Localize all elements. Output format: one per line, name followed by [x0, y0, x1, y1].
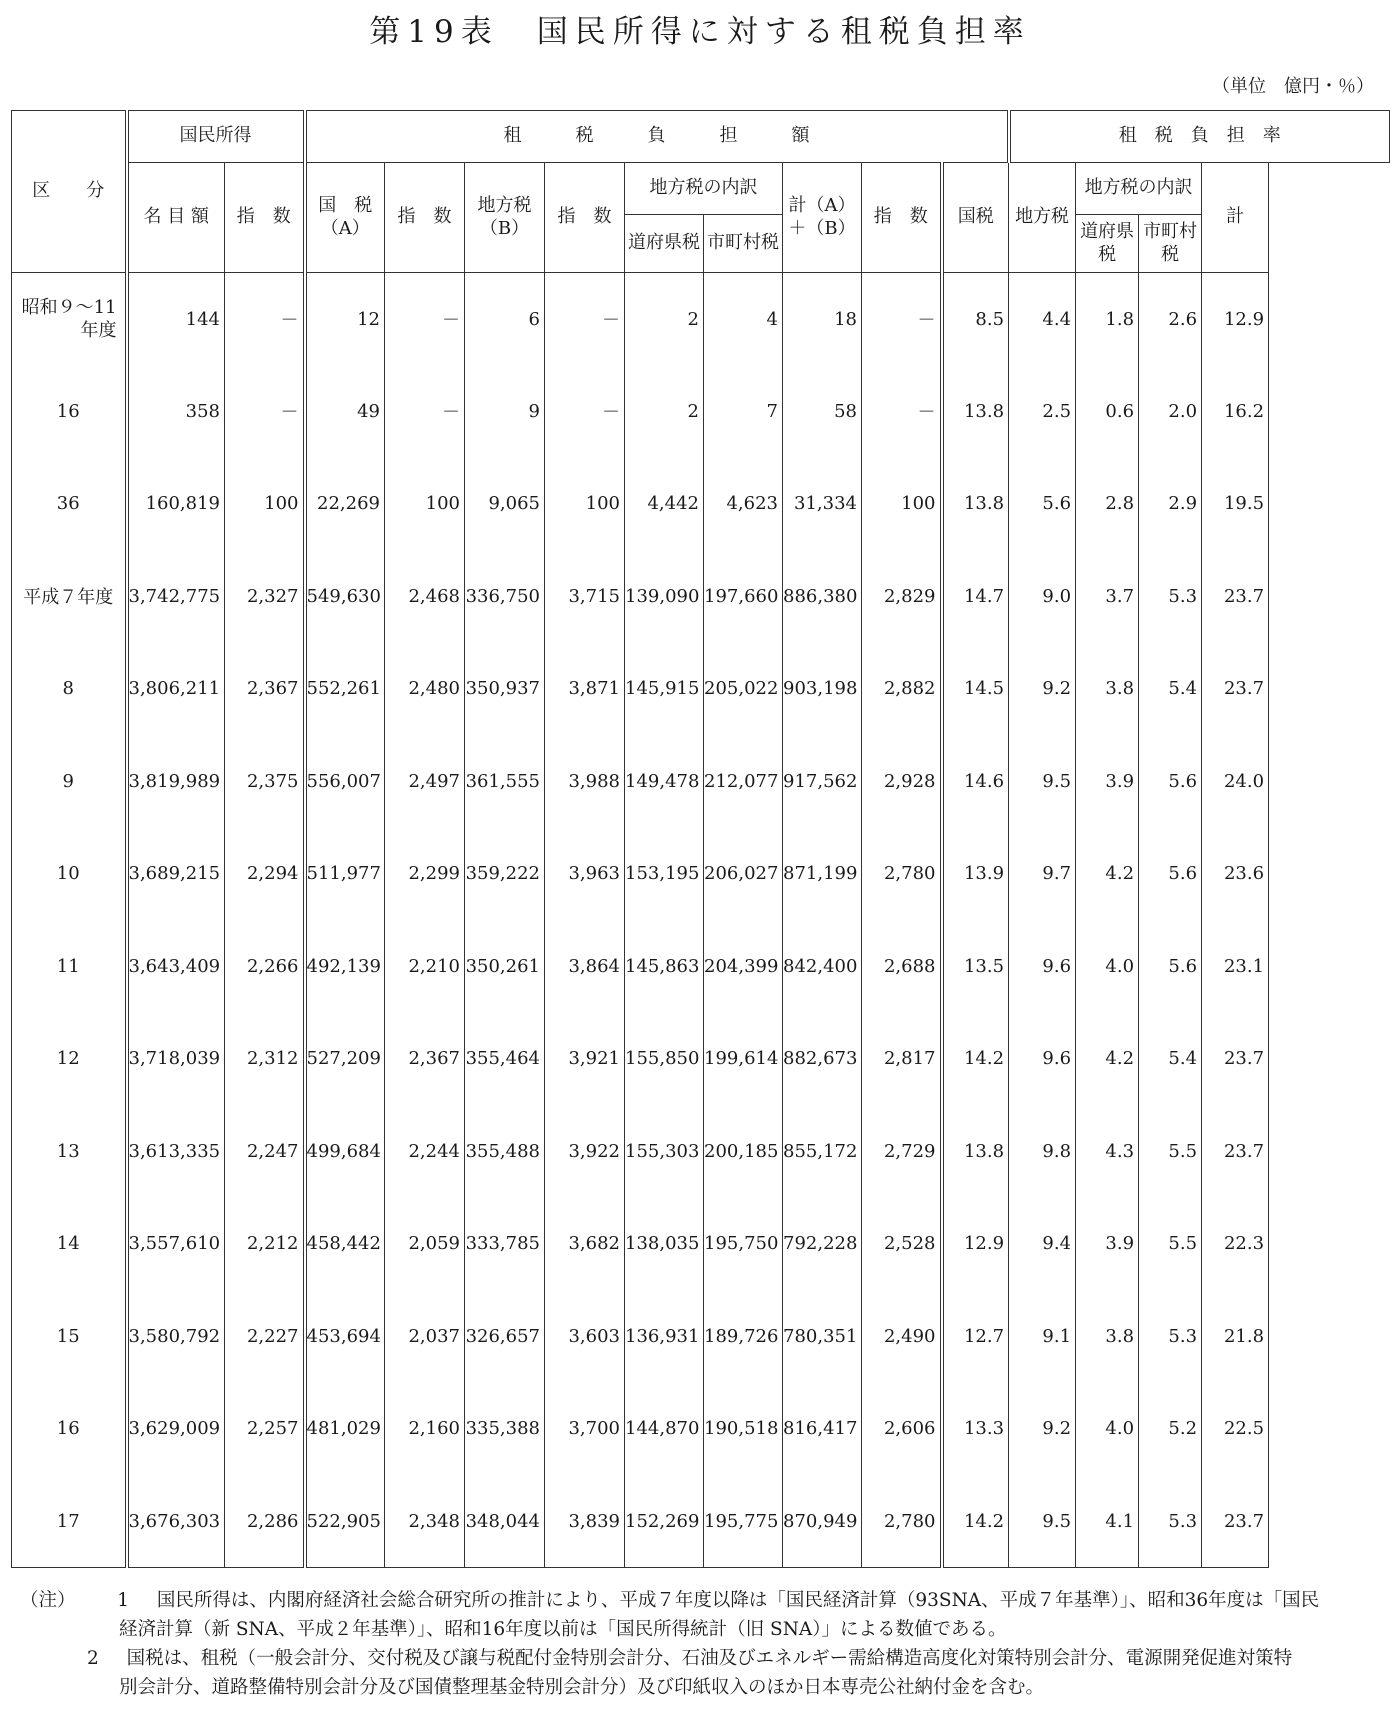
cell-total-tax: 903,198	[783, 643, 862, 736]
cell-national-tax-index: 100	[385, 458, 465, 551]
cell-rate-national: 14.2	[942, 1475, 1009, 1568]
cell-total-tax-index: 2,829	[862, 550, 942, 643]
cell-rate-local: 9.6	[1009, 920, 1076, 1013]
row-label: 12	[12, 1013, 127, 1106]
cell-local-tax: 355,464	[465, 1013, 545, 1106]
row-label: 13	[12, 1105, 127, 1198]
unit-label: （単位 億円・％）	[1212, 76, 1374, 97]
cell-national-tax: 22,269	[305, 458, 385, 551]
cell-rate-prefectural: 4.2	[1076, 828, 1139, 921]
cell-municipal-tax: 7	[704, 365, 783, 458]
cell-total-tax-index: 2,817	[862, 1013, 942, 1106]
cell-rate-prefectural: 2.8	[1076, 458, 1139, 551]
cell-municipal-tax: 4	[704, 273, 783, 366]
note-2-text-1: 国税は、租税（一般会計分、交付税及び譲与税配付金特別会計分、石油及びエネルギー需給構造高度化対策特別会計分、電源開発促進対策特	[126, 1648, 1293, 1669]
note-1-text-2: 経済計算（新 SNA、平成２年基準）」、昭和16年度以前は「国民所得統計（旧 SNA）」による数値である。	[119, 1619, 1007, 1640]
table-row	[12, 550, 1390, 643]
row-label: 8	[12, 643, 127, 736]
cell-rate-total: 12.9	[1202, 273, 1269, 366]
cell-prefectural-tax: 2	[625, 273, 704, 366]
cell-total-tax-index: 2,928	[862, 735, 942, 828]
table-row	[12, 735, 1390, 828]
cell-total-tax-index: 2,780	[862, 828, 942, 921]
cell-rate-total: 22.3	[1202, 1198, 1269, 1291]
cell-nominal: 3,718,039	[127, 1013, 225, 1106]
cell-rate-total: 19.5	[1202, 458, 1269, 551]
cell-rate-prefectural: 3.8	[1076, 1290, 1139, 1383]
cell-local-tax-index: 3,682	[545, 1198, 625, 1291]
cell-total-tax-index: 2,729	[862, 1105, 942, 1198]
cell-rate-prefectural: 3.9	[1076, 735, 1139, 828]
cell-total-tax-index: －	[862, 273, 942, 366]
row-label: 16	[12, 1383, 127, 1476]
header-sozei-futan-gaku: 租 税 負 担 額	[305, 111, 1009, 163]
cell-rate-prefectural: 1.8	[1076, 273, 1139, 366]
cell-national-tax-index: －	[385, 273, 465, 366]
row-label: 平成７年度	[12, 550, 127, 643]
cell-prefectural-tax: 155,850	[625, 1013, 704, 1106]
cell-local-tax-index: 100	[545, 458, 625, 551]
cell-national-tax: 522,905	[305, 1475, 385, 1568]
cell-total-tax: 855,172	[783, 1105, 862, 1198]
cell-national-tax: 492,139	[305, 920, 385, 1013]
cell-prefectural-tax: 2	[625, 365, 704, 458]
header-shichoson: 市町村税	[1139, 215, 1202, 273]
header-kokuzei-a: 国 税（A）	[305, 163, 385, 273]
cell-national-tax: 453,694	[305, 1290, 385, 1383]
cell-local-tax: 359,222	[465, 828, 545, 921]
header-shisu: 指 数	[862, 163, 942, 273]
row-label: 11	[12, 920, 127, 1013]
cell-national-tax: 499,684	[305, 1105, 385, 1198]
cell-rate-national: 13.9	[942, 828, 1009, 921]
row-label: 36	[12, 458, 127, 551]
header-shisu: 指 数	[225, 163, 305, 273]
cell-municipal-tax: 212,077	[704, 735, 783, 828]
table-row	[12, 828, 1390, 921]
table-row	[12, 273, 1390, 366]
header-kei-ab: 計（A）＋（B）	[783, 163, 862, 273]
cell-local-tax-index: 3,603	[545, 1290, 625, 1383]
cell-nominal: 3,643,409	[127, 920, 225, 1013]
cell-total-tax-index: －	[862, 365, 942, 458]
cell-nominal: 3,819,989	[127, 735, 225, 828]
cell-national-tax-index: 2,468	[385, 550, 465, 643]
cell-local-tax: 336,750	[465, 550, 545, 643]
cell-nominal-index: 2,266	[225, 920, 305, 1013]
note-1-line-2	[20, 1615, 1390, 1644]
cell-rate-national: 14.2	[942, 1013, 1009, 1106]
cell-rate-municipal: 5.2	[1139, 1383, 1202, 1476]
cell-nominal: 3,629,009	[127, 1383, 225, 1476]
cell-rate-prefectural: 3.7	[1076, 550, 1139, 643]
cell-nominal-index: 2,257	[225, 1383, 305, 1476]
cell-municipal-tax: 206,027	[704, 828, 783, 921]
header-sozei-futan-ritsu: 租 税 負 担 率	[1009, 111, 1390, 163]
cell-nominal: 3,580,792	[127, 1290, 225, 1383]
cell-rate-total: 23.7	[1202, 643, 1269, 736]
table-row	[12, 365, 1390, 458]
cell-total-tax: 18	[783, 273, 862, 366]
cell-national-tax: 511,977	[305, 828, 385, 921]
header-kubun: 区 分	[12, 111, 127, 273]
cell-rate-national: 12.9	[942, 1198, 1009, 1291]
table-row	[12, 920, 1390, 1013]
row-label: 10	[12, 828, 127, 921]
cell-national-tax-index: 2,037	[385, 1290, 465, 1383]
table-body	[12, 273, 1390, 1568]
cell-municipal-tax: 199,614	[704, 1013, 783, 1106]
cell-national-tax-index: 2,244	[385, 1105, 465, 1198]
cell-rate-local: 9.4	[1009, 1198, 1076, 1291]
cell-total-tax: 792,228	[783, 1198, 862, 1291]
note-1-text-1: 国民所得は、内閣府経済社会総合研究所の推計により、平成７年度以降は「国民経済計算（93SNA、平成７年基準）」、昭和36年度は「国民	[156, 1590, 1320, 1611]
cell-rate-municipal: 5.6	[1139, 735, 1202, 828]
cell-total-tax: 917,562	[783, 735, 862, 828]
header-dofuken: 道府県税	[1076, 215, 1139, 273]
header-dofuken: 道府県税	[625, 215, 704, 273]
cell-prefectural-tax: 139,090	[625, 550, 704, 643]
cell-national-tax: 552,261	[305, 643, 385, 736]
note-2-line-1	[20, 1644, 1390, 1673]
row-label: 16	[12, 365, 127, 458]
cell-total-tax: 780,351	[783, 1290, 862, 1383]
cell-rate-municipal: 5.5	[1139, 1105, 1202, 1198]
cell-rate-prefectural: 3.8	[1076, 643, 1139, 736]
cell-local-tax: 361,555	[465, 735, 545, 828]
cell-rate-municipal: 5.3	[1139, 1475, 1202, 1568]
cell-nominal: 3,557,610	[127, 1198, 225, 1291]
cell-rate-municipal: 5.4	[1139, 643, 1202, 736]
cell-prefectural-tax: 152,269	[625, 1475, 704, 1568]
page-title: 第19表 国民所得に対する租税負担率	[369, 14, 1031, 50]
cell-prefectural-tax: 144,870	[625, 1383, 704, 1476]
cell-national-tax: 556,007	[305, 735, 385, 828]
cell-rate-prefectural: 0.6	[1076, 365, 1139, 458]
cell-rate-total: 23.1	[1202, 920, 1269, 1013]
cell-rate-total: 16.2	[1202, 365, 1269, 458]
cell-national-tax: 549,630	[305, 550, 385, 643]
header-kei: 計	[1202, 163, 1269, 273]
cell-total-tax-index: 100	[862, 458, 942, 551]
cell-total-tax-index: 2,528	[862, 1198, 942, 1291]
cell-rate-prefectural: 3.9	[1076, 1198, 1139, 1291]
header-chihozei-uchiwake: 地方税の内訳	[625, 163, 783, 215]
cell-rate-national: 13.5	[942, 920, 1009, 1013]
cell-local-tax-index: 3,715	[545, 550, 625, 643]
cell-municipal-tax: 205,022	[704, 643, 783, 736]
table-row	[12, 1383, 1390, 1476]
cell-rate-local: 9.2	[1009, 643, 1076, 736]
table-row	[12, 1290, 1390, 1383]
header-chihozei: 地方税	[1009, 163, 1076, 273]
table-row	[12, 458, 1390, 551]
cell-rate-municipal: 5.4	[1139, 1013, 1202, 1106]
cell-local-tax-index: 3,963	[545, 828, 625, 921]
cell-nominal: 358	[127, 365, 225, 458]
cell-prefectural-tax: 155,303	[625, 1105, 704, 1198]
cell-national-tax: 12	[305, 273, 385, 366]
cell-local-tax: 326,657	[465, 1290, 545, 1383]
cell-local-tax-index: 3,921	[545, 1013, 625, 1106]
cell-rate-local: 9.5	[1009, 735, 1076, 828]
cell-rate-national: 13.3	[942, 1383, 1009, 1476]
cell-nominal: 160,819	[127, 458, 225, 551]
header-meimokugaku: 名 目 額	[127, 163, 225, 273]
note-2-number: 2	[87, 1648, 99, 1669]
cell-rate-total: 23.7	[1202, 1013, 1269, 1106]
cell-local-tax: 355,488	[465, 1105, 545, 1198]
cell-local-tax: 9,065	[465, 458, 545, 551]
cell-municipal-tax: 195,775	[704, 1475, 783, 1568]
note-2-text-2: 別会計分、道路整備特別会計分及び国債整理基金特別会計分）及び印紙収入のほか日本専売公社納付金を含む。	[119, 1677, 1045, 1698]
cell-nominal: 3,613,335	[127, 1105, 225, 1198]
cell-prefectural-tax: 153,195	[625, 828, 704, 921]
cell-rate-prefectural: 4.3	[1076, 1105, 1139, 1198]
cell-national-tax: 527,209	[305, 1013, 385, 1106]
cell-rate-prefectural: 4.0	[1076, 920, 1139, 1013]
cell-prefectural-tax: 4,442	[625, 458, 704, 551]
cell-nominal-index: 2,294	[225, 828, 305, 921]
cell-rate-local: 4.4	[1009, 273, 1076, 366]
cell-total-tax: 882,673	[783, 1013, 862, 1106]
cell-local-tax-index: 3,700	[545, 1383, 625, 1476]
cell-national-tax-index: －	[385, 365, 465, 458]
cell-rate-municipal: 2.0	[1139, 365, 1202, 458]
cell-rate-total: 23.7	[1202, 1105, 1269, 1198]
cell-national-tax-index: 2,299	[385, 828, 465, 921]
cell-nominal-index: 100	[225, 458, 305, 551]
cell-total-tax-index: 2,688	[862, 920, 942, 1013]
cell-rate-local: 9.8	[1009, 1105, 1076, 1198]
cell-municipal-tax: 200,185	[704, 1105, 783, 1198]
cell-national-tax-index: 2,480	[385, 643, 465, 736]
cell-national-tax-index: 2,367	[385, 1013, 465, 1106]
cell-rate-municipal: 5.3	[1139, 1290, 1202, 1383]
row-label: 17	[12, 1475, 127, 1568]
note-1-number: 1	[117, 1590, 130, 1611]
notes	[20, 1586, 1390, 1702]
cell-rate-national: 13.8	[942, 1105, 1009, 1198]
cell-rate-municipal: 5.5	[1139, 1198, 1202, 1291]
cell-rate-national: 14.7	[942, 550, 1009, 643]
cell-prefectural-tax: 149,478	[625, 735, 704, 828]
cell-rate-municipal: 5.6	[1139, 828, 1202, 921]
cell-nominal-index: 2,227	[225, 1290, 305, 1383]
cell-total-tax: 871,199	[783, 828, 862, 921]
cell-local-tax: 335,388	[465, 1383, 545, 1476]
header-kokuzei: 国税	[942, 163, 1009, 273]
cell-local-tax: 333,785	[465, 1198, 545, 1291]
cell-total-tax: 842,400	[783, 920, 862, 1013]
row-label: 昭和９～11年度	[12, 273, 127, 366]
table-row	[12, 1198, 1390, 1291]
cell-nominal: 144	[127, 273, 225, 366]
cell-prefectural-tax: 145,863	[625, 920, 704, 1013]
row-label: 9	[12, 735, 127, 828]
cell-rate-national: 14.6	[942, 735, 1009, 828]
header-kokumin-shotoku: 国民所得	[127, 111, 305, 163]
cell-rate-total: 23.6	[1202, 828, 1269, 921]
table-row	[12, 1105, 1390, 1198]
cell-prefectural-tax: 138,035	[625, 1198, 704, 1291]
cell-rate-municipal: 2.9	[1139, 458, 1202, 551]
cell-national-tax: 481,029	[305, 1383, 385, 1476]
cell-nominal: 3,676,303	[127, 1475, 225, 1568]
cell-national-tax: 49	[305, 365, 385, 458]
cell-local-tax: 350,261	[465, 920, 545, 1013]
note-1-line-1	[20, 1586, 1390, 1615]
header-shichoson: 市町村税	[704, 215, 783, 273]
cell-rate-national: 14.5	[942, 643, 1009, 736]
cell-nominal-index: 2,312	[225, 1013, 305, 1106]
cell-local-tax-index: 3,922	[545, 1105, 625, 1198]
cell-rate-local: 5.6	[1009, 458, 1076, 551]
cell-municipal-tax: 204,399	[704, 920, 783, 1013]
cell-rate-national: 8.5	[942, 273, 1009, 366]
cell-municipal-tax: 4,623	[704, 458, 783, 551]
cell-local-tax-index: －	[545, 365, 625, 458]
cell-national-tax-index: 2,160	[385, 1383, 465, 1476]
cell-nominal-index: －	[225, 365, 305, 458]
cell-local-tax-index: 3,988	[545, 735, 625, 828]
cell-municipal-tax: 197,660	[704, 550, 783, 643]
cell-nominal-index: 2,212	[225, 1198, 305, 1291]
cell-rate-national: 12.7	[942, 1290, 1009, 1383]
cell-local-tax-index: 3,871	[545, 643, 625, 736]
cell-total-tax: 58	[783, 365, 862, 458]
cell-national-tax: 458,442	[305, 1198, 385, 1291]
cell-prefectural-tax: 136,931	[625, 1290, 704, 1383]
cell-total-tax: 816,417	[783, 1383, 862, 1476]
cell-total-tax-index: 2,490	[862, 1290, 942, 1383]
cell-nominal: 3,742,775	[127, 550, 225, 643]
cell-rate-prefectural: 4.1	[1076, 1475, 1139, 1568]
cell-rate-total: 22.5	[1202, 1383, 1269, 1476]
cell-local-tax: 9	[465, 365, 545, 458]
header-chihozei-b: 地方税（B）	[465, 163, 545, 273]
cell-rate-total: 24.0	[1202, 735, 1269, 828]
cell-rate-total: 23.7	[1202, 550, 1269, 643]
cell-national-tax-index: 2,059	[385, 1198, 465, 1291]
row-label: 14	[12, 1198, 127, 1291]
tax-burden-table	[11, 110, 1390, 1568]
cell-rate-municipal: 5.6	[1139, 920, 1202, 1013]
cell-rate-local: 9.5	[1009, 1475, 1076, 1568]
cell-rate-total: 21.8	[1202, 1290, 1269, 1383]
cell-nominal-index: 2,375	[225, 735, 305, 828]
header-shisu: 指 数	[545, 163, 625, 273]
cell-rate-municipal: 2.6	[1139, 273, 1202, 366]
cell-rate-national: 13.8	[942, 365, 1009, 458]
cell-total-tax-index: 2,780	[862, 1475, 942, 1568]
cell-municipal-tax: 195,750	[704, 1198, 783, 1291]
cell-rate-national: 13.8	[942, 458, 1009, 551]
note-2-line-2	[20, 1673, 1390, 1702]
cell-local-tax: 348,044	[465, 1475, 545, 1568]
cell-municipal-tax: 190,518	[704, 1383, 783, 1476]
cell-national-tax-index: 2,348	[385, 1475, 465, 1568]
header-chihozei-uchiwake: 地方税の内訳	[1076, 163, 1202, 215]
cell-rate-municipal: 5.3	[1139, 550, 1202, 643]
cell-municipal-tax: 189,726	[704, 1290, 783, 1383]
cell-total-tax: 886,380	[783, 550, 862, 643]
cell-local-tax-index: －	[545, 273, 625, 366]
table-row	[12, 1013, 1390, 1106]
cell-national-tax-index: 2,210	[385, 920, 465, 1013]
cell-nominal-index: －	[225, 273, 305, 366]
cell-rate-local: 9.6	[1009, 1013, 1076, 1106]
notes-prefix: （注）	[20, 1590, 76, 1611]
cell-rate-local: 2.5	[1009, 365, 1076, 458]
cell-rate-prefectural: 4.0	[1076, 1383, 1139, 1476]
table-row	[12, 643, 1390, 736]
header-shisu: 指 数	[385, 163, 465, 273]
cell-total-tax-index: 2,606	[862, 1383, 942, 1476]
cell-total-tax: 870,949	[783, 1475, 862, 1568]
cell-nominal-index: 2,367	[225, 643, 305, 736]
cell-nominal-index: 2,327	[225, 550, 305, 643]
cell-nominal-index: 2,247	[225, 1105, 305, 1198]
cell-rate-local: 9.0	[1009, 550, 1076, 643]
row-label: 15	[12, 1290, 127, 1383]
cell-national-tax-index: 2,497	[385, 735, 465, 828]
cell-rate-prefectural: 4.2	[1076, 1013, 1139, 1106]
cell-rate-local: 9.1	[1009, 1290, 1076, 1383]
cell-nominal: 3,689,215	[127, 828, 225, 921]
cell-local-tax-index: 3,839	[545, 1475, 625, 1568]
cell-nominal: 3,806,211	[127, 643, 225, 736]
cell-rate-local: 9.7	[1009, 828, 1076, 921]
cell-local-tax: 350,937	[465, 643, 545, 736]
table-row	[12, 1475, 1390, 1568]
cell-local-tax-index: 3,864	[545, 920, 625, 1013]
cell-total-tax-index: 2,882	[862, 643, 942, 736]
cell-rate-total: 23.7	[1202, 1475, 1269, 1568]
cell-nominal-index: 2,286	[225, 1475, 305, 1568]
cell-local-tax: 6	[465, 273, 545, 366]
cell-prefectural-tax: 145,915	[625, 643, 704, 736]
cell-total-tax: 31,334	[783, 458, 862, 551]
cell-rate-local: 9.2	[1009, 1383, 1076, 1476]
